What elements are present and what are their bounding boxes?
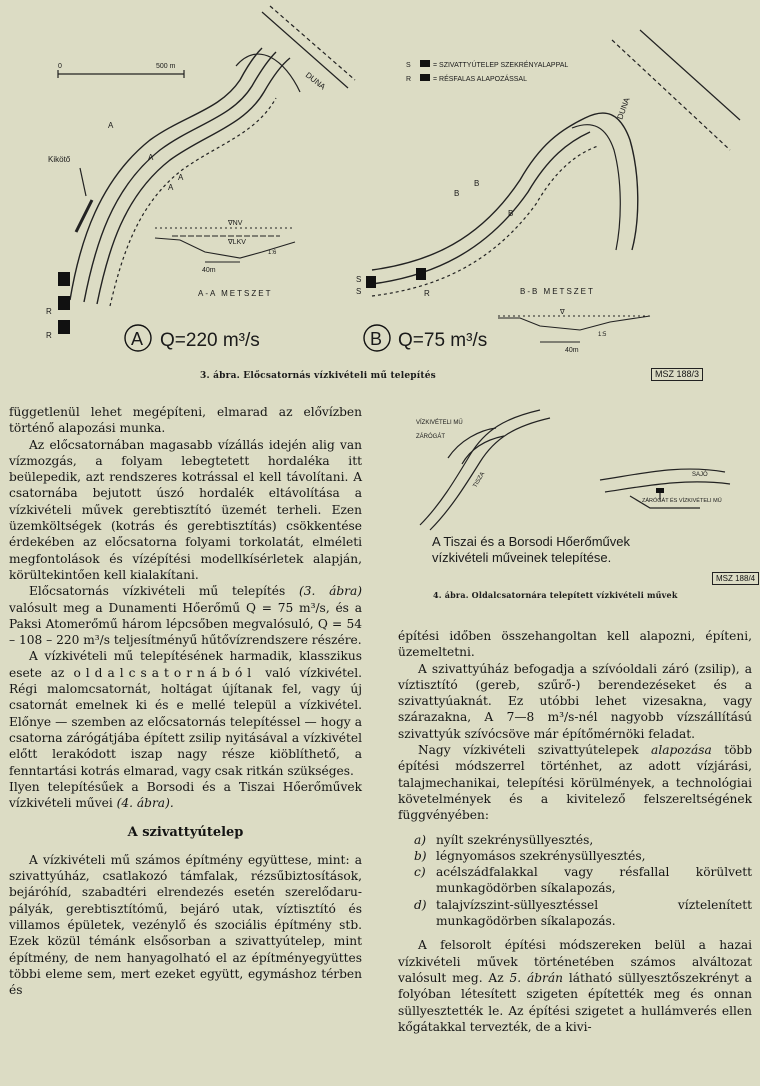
svg-text:∇LKV: ∇LKV: [228, 239, 246, 246]
scale-end: 500 m: [156, 63, 176, 70]
svg-text:1:5: 1:5: [598, 332, 607, 338]
legend-s-text: = SZIVATTYÚTELEP SZEKRÉNYALAPPAL: [433, 62, 569, 69]
svg-text:B: B: [370, 329, 383, 349]
svg-text:A: A: [178, 173, 184, 182]
right-p3: Nagy vízkivételi szivattyútelepek alapozása több építési módszerrel történhet, az adott vízjárási, talajmechanikai, telepítési körülmények, a technológiai követelmények és a kivitelező felszereltségének függvényében:: [398, 743, 753, 823]
svg-text:A: A: [108, 121, 114, 130]
port-label: Kikötő: [48, 155, 71, 164]
left-p2: Az előcsatornában magasabb vízállás idején alig van vízmozgás, a folyam lebegtetett hordaléka itt beülepedik, azt rendszeres kotrással el kell távolítani. A csatornába bejutott úszó hordalék eltávolítása a vízkivételi művek gerebtisztító üzemét terheli. Ezen üzemköltségek (kotrás és gerebtisztítás) csökkentése érdekében az előcsatorna folyami torkolatát, elméleti megfontolások és vízépítési modellkísérletek alapján, körültekintően kell kialakítani.: [9, 437, 362, 582]
scale-zero: 0: [58, 63, 62, 70]
list-item: a) nyílt szekrénysüllyesztés,: [414, 832, 594, 847]
fig4-gate-label: ZÁRÓGÁT: [416, 434, 446, 440]
figure-4-caption: 4. ábra. Oldalcsatornára telepített vízkivételi művek: [433, 590, 678, 600]
svg-text:A: A: [131, 329, 144, 349]
list-item: d) talajvízszint-süllyesztéssel víztelenített munkagödörben síkalapozás.: [414, 897, 752, 929]
right-column: [398, 628, 752, 1035]
svg-text:A: A: [148, 153, 154, 162]
figure-3-drawing: [0, 0, 760, 375]
left-p1: függetlenül lehet megépíteni, elmarad az elővízben történő alapozási munka.: [9, 405, 362, 436]
svg-text:1:6: 1:6: [268, 250, 277, 256]
list-item: c) acélszádfalakkal vagy résfallal körülvett munkagödörben síkalapozás,: [414, 865, 752, 896]
figure-4-msz: MSZ 188/4: [712, 572, 759, 585]
section-heading: A szivattyútelep: [127, 825, 244, 841]
svg-text:S: S: [356, 275, 362, 284]
legend-s-key: S: [406, 62, 411, 69]
fig4-river-label: TISZA: [472, 471, 487, 489]
duna-label-right: DUNA: [615, 96, 632, 121]
fig4-title-line2: vízkivételi műveinek telepítése.: [432, 550, 612, 565]
legend-r-text: = RÉSFALAS ALAPOZÁSSAL: [433, 76, 527, 83]
list-item: b) légnyomásos szekrénysüllyesztés,: [414, 848, 646, 863]
svg-text:40m: 40m: [202, 267, 216, 274]
flow-b: Q=75 m³/s: [398, 330, 488, 351]
fig4-intake-label: VÍZKIVÉTELI MŰ: [416, 420, 463, 426]
figure-3-caption: 3. ábra. Előcsatornás vízkivételi mű telepítés: [200, 371, 436, 381]
fig4-canal-label: SAJÓ: [692, 472, 708, 478]
left-p4: A vízkivételi mű telepítésének harmadik, klasszikus esete az oldalcsatornából való vízkivétel. Régi malomcsatornát, holtágat újítanak fel, vagy új csatornát emelnek ki és e mellé települ a vízkivétel. Előnye — szemben az előcsatornás telepítéssel — hogy a csatorna zárógátjába épített zsilip nyitásával a vízkivétel előtt lerakódott iszap nagy része kiöblíthető, a fenntartási kotrás elmarad, vagy csak ritkán szükséges.: [9, 649, 363, 778]
flow-a: Q=220 m³/s: [160, 330, 260, 351]
foundation-method-list: [398, 832, 752, 930]
fig4-bottom-right-label: ZÁRÓGÁT ÉS VÍZKIVÉTELI MŰ: [642, 498, 722, 504]
right-p2: A szivattyúház befogadja a szívóoldali záró (zsilip), a víztisztító (gereb, szűrő-) berendezéseket és a szivattyúaknát. Ez utóbbi lehet vizesakna, vagy szárazakna, A 7—8 m³/s-nél nagyobb vízszállítású szivattyúk szívócsöve már építőmérnöki feladat.: [398, 661, 752, 741]
svg-text:∇NV: ∇NV: [228, 220, 243, 227]
svg-text:R: R: [46, 307, 52, 316]
svg-text:R: R: [46, 331, 52, 340]
section-a-title: A-A METSZET: [198, 289, 273, 298]
left-p5: Ilyen telepítésűek a Borsodi és a Tiszai Hőerőművek vízkivételi művei (4. ábra).: [9, 779, 362, 811]
svg-text:B: B: [474, 179, 480, 188]
right-p4: A felsorolt építési módszereken belül a hazai vízkivételi művek történetében számos alváltozat valósult meg. Az 5. ábrán látható süllyesztőszekrényt a folyóban létesített szigeten építették meg és onnan süllyesztették le. Az építési szigetet a hullámverés ellen kőgátakkal tervezték, de a kivi-: [398, 938, 753, 1034]
svg-text:B: B: [454, 189, 460, 198]
svg-text:40m: 40m: [565, 347, 579, 354]
fig4-title-line1: A Tiszai és a Borsodi Hőerőművek: [432, 534, 630, 549]
svg-text:B: B: [508, 209, 514, 218]
left-p3: Előcsatornás vízkivételi mű telepítés (3. ábra) valósult meg a Dunamenti Hőerőmű Q = 75 m³/s, és a Paksi Atomerőmű három lépcsőben megvalósuló, Q = 54 – 108 – 220 m³/s teljesítményű hűtővízrendszere részére.: [9, 584, 363, 648]
svg-text:∇: ∇: [560, 309, 565, 316]
legend-r-key: R: [406, 76, 412, 83]
svg-text:S: S: [356, 287, 362, 296]
figure-3-msz: MSZ 188/3: [651, 368, 703, 381]
right-p1: építési időben összehangoltan kell alapozni, építeni, üzemeltetni.: [398, 629, 752, 660]
left-p6: A vízkivételi mű számos építmény együttese, mint: a szivattyúház, csatlakozó támfalak, rézsűbiztosítások, bejáróhíd, szabadtéri elrendezés esetén szerelődaru-pályák, gerebtisztítómű, bejáró utak, víztisztító és villamos épületek, vezénylő és szociális építmény stb. Ezek közül témánk elsősorban a szivattyútelep, mint építmény, de nem hanyagolható el az építményegyüttes többi eleme sem, mert ezeket együtt, egymáshoz térben és: [9, 852, 362, 998]
figure-4-drawing: [400, 400, 760, 590]
svg-text:R: R: [424, 289, 430, 298]
duna-label-left: DUNA: [303, 70, 328, 92]
left-column: [9, 404, 362, 998]
section-b-title: B-B METSZET: [520, 287, 595, 296]
svg-text:A: A: [168, 183, 174, 192]
